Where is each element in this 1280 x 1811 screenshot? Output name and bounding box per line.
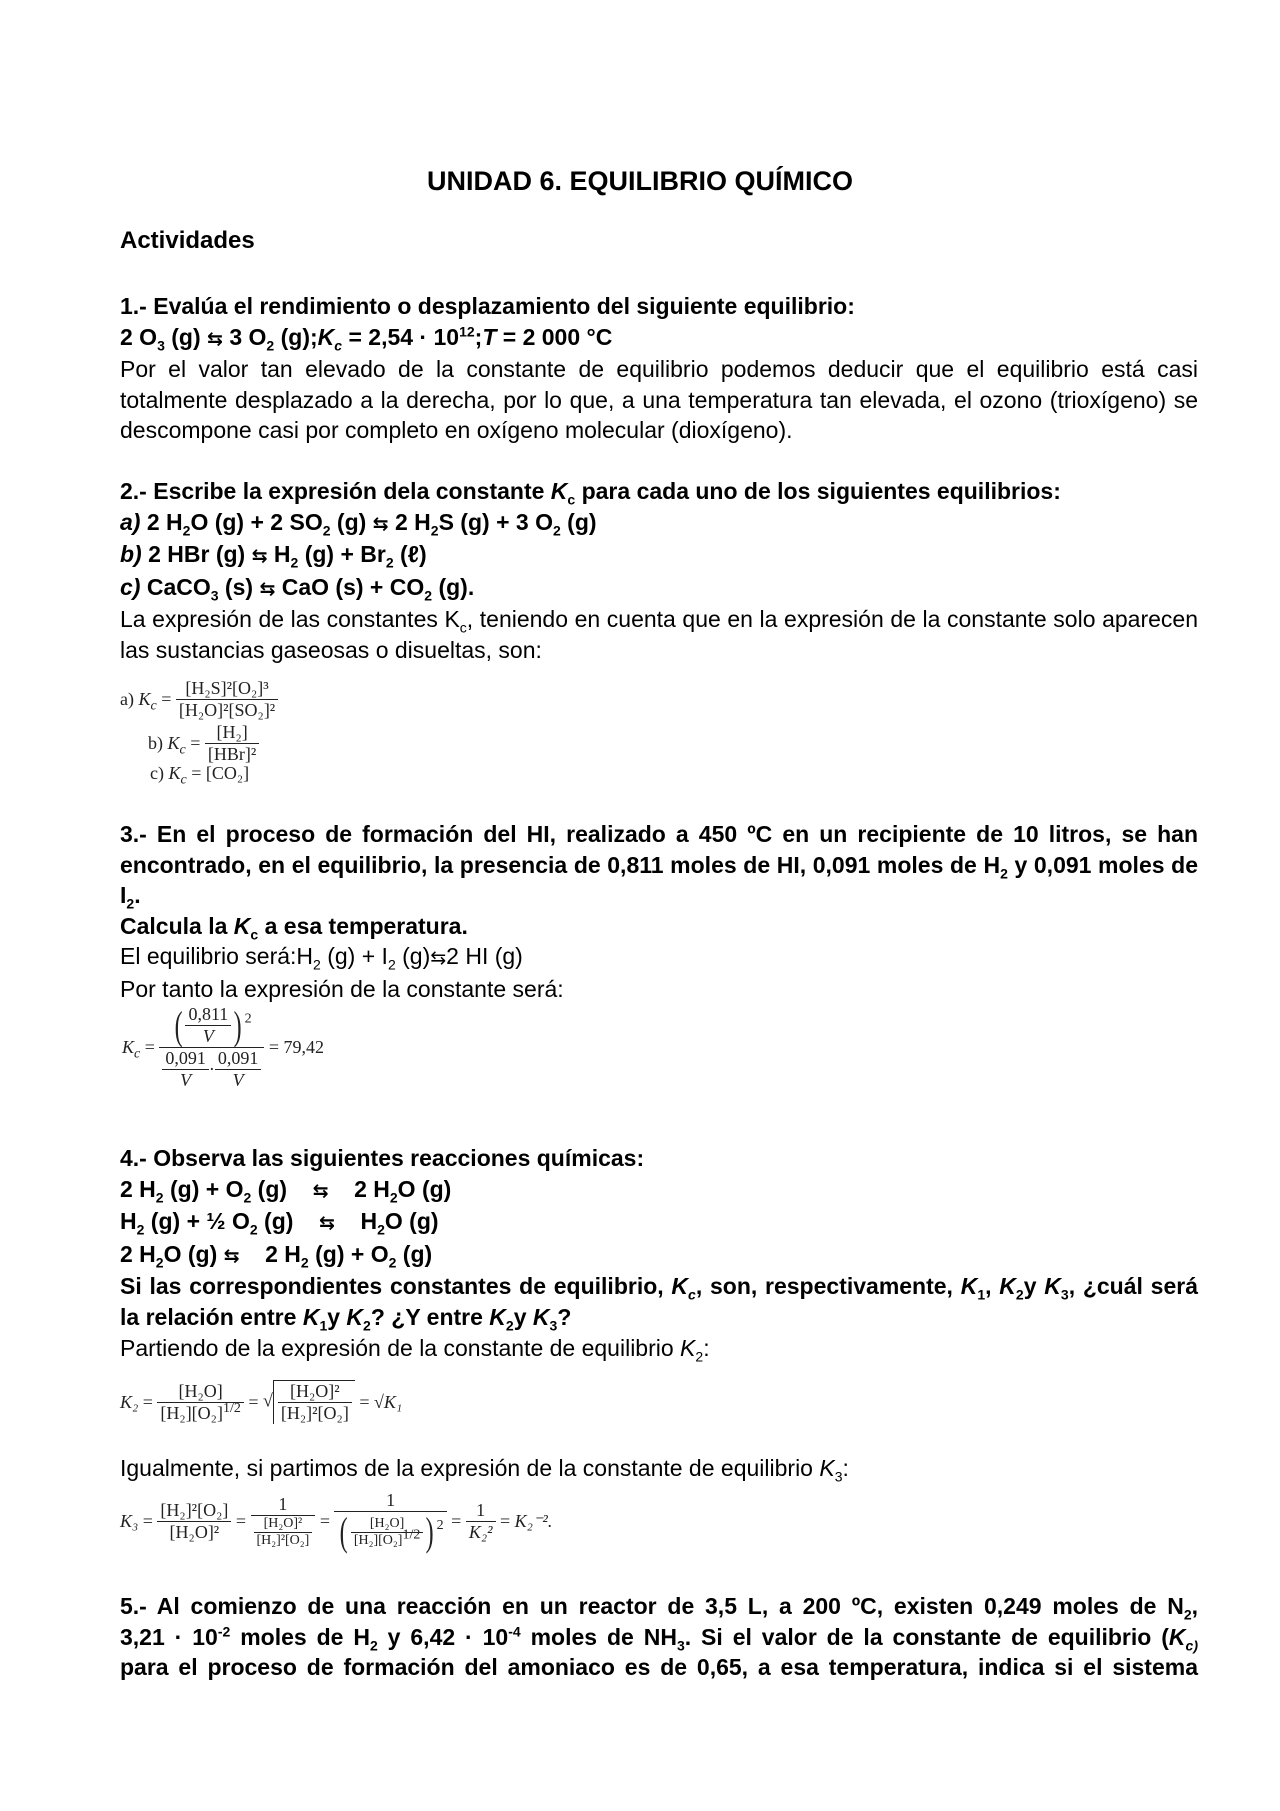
formula-k2: K₂ = $\frac{\text{[H₂O]}}{[H_2][O_2]^{1/2}}$ = √ $\frac{\text{[H₂O]²}}{\text{[H₂]²[O₂]}}$ = √K₁ [120, 1380, 403, 1423]
question-5 [120, 1591, 1198, 1683]
question-4-k2-intro: Partiendo de la expresión de la constante de equilibrio $K_2$: [120, 1334, 710, 1365]
question-2 [120, 476, 1198, 666]
reaction-2: $H_2$ (g) + ½ $O_2$ (g) ⇆ $H_2O$ (g) [120, 1208, 439, 1238]
question-3-expression-intro: Por tanto la expresión de la constante será: [120, 975, 564, 1002]
reaction-1: 2 $H_2$ $(g) + O_2$ (g) ⇆ 2 $H_2O$ (g) [120, 1175, 452, 1206]
question-5-line-1: 5.- Al comienzo de una reacción en un reactor de 3,5 L, a 200 ºC, existen 0,249 moles de $N_2$, [120, 1593, 1198, 1623]
question-4-k3-intro: Igualmente, si partimos de la expresión de la constante de equilibrio $K_3$: [120, 1455, 849, 1485]
question-2-item-a: a) 2 $H_2O$ (g) + 2 $SO_2$ (g) ⇆ 2 $H_2S$ (g) + 3 $O_2$ (g) [120, 508, 597, 539]
question-3-equilibrium: El equilibrio $será:H_2$ $(g) + I_2$ (g)⇆2 HI (g) [120, 943, 523, 973]
formula-kc-c: c) $K_c = [CO_2]$ [150, 763, 250, 788]
question-1 [120, 291, 1198, 446]
question-5-line-2: $3,21 \cdot 10^{-2}$ moles de $H_2$ y $6,42 \cdot 10^{-4}$ moles de $NH_3$. Si el valor de la constante de equilibrio ($K_{c)}$ [120, 1622, 1198, 1654]
formula-kc-a: a) $K_c$ = $\frac{\text{[H₂S]²[O₂]³}}{\text{[H₂O]²[SO₂]²}}$ [120, 678, 278, 721]
equilibrium-arrow-icon: ⇆ [223, 1244, 240, 1267]
equilibrium-arrow-icon: ⇆ [430, 947, 447, 970]
formula-k3: K₃ = $\frac{\text{[H₂]²[O₂]}}{\text{[H₂O]²}}$ = $\frac{1}{\frac{\text{[H₂O]²}}{\text{[H₂]²[O₂]}}}$ = 1 ( $\frac{\text{[H₂O]}}{[H_2][O_2]^{1/2}}$ ) $^2$ = $\frac{1}{\text{K₂²}}$ = K₂⁻². [120, 1490, 553, 1554]
question-3-heading: 3.- En el proceso de formación del HI, realizado a 450 ºC en un recipiente de 10 litros, se han encontrado, en el equilibrio, la presencia de 0,811 moles de HI, 0,091 moles de $H_2$ y 0,091 moles de $I_2$. [120, 821, 1198, 912]
question-2-answer: La expresión de las constantes $K_c$, teniendo en cuenta que en la expresión de la constante solo aparecen las sustancias gaseosas o disueltas, son: [120, 606, 1198, 663]
equilibrium-arrow-icon: ⇆ [207, 327, 223, 350]
equilibrium-arrow-icon: ⇆ [312, 1179, 329, 1202]
equilibrium-arrow-icon: ⇆ [372, 512, 389, 535]
question-2-item-c: c) CaCO$_3$ (s) ⇆ CaO $(s) + CO_2$ (g). [120, 573, 475, 604]
question-5-line-3: para el proceso de formación del amoniaco es de 0,65, a esa temperatura, indica si el sistema [120, 1654, 1198, 1681]
formula-kc-b: b) $K_c$ = [H₂] [HBr]² [148, 722, 259, 765]
equilibrium-arrow-icon: ⇆ [318, 1212, 335, 1235]
question-1-answer: Por el valor tan elevado de la constante de equilibrio podemos deducir que el equilibrio está casi totalmente desplazado a la derecha, por lo que, a una temperatura tan elevada, el ozono (trioxígeno) se descompone casi por completo en oxígeno molecular (dioxígeno). [120, 356, 1198, 444]
reaction-3: 2 $H_2O$ (g) ⇆ 2 $H_2$ $(g) + O_2$ (g) [120, 1240, 433, 1271]
question-4 [120, 1143, 1198, 1363]
question-1-equation: 2 $O_3$ (g) ⇆ 3 $O_2$ $(g);K_c = 2,54$ · $10^{12};T = 2$ 000 °C [120, 322, 613, 354]
question-4-heading: 4.- Observa las siguientes reacciones químicas: [120, 1145, 645, 1171]
formula-kc-hi: $K_c$ = ( $\frac{0,811}{V}$ ) $^2$ $\frac{0,091}{V}$ · $\frac{0,091}{V}$ = 79,42 [122, 1002, 325, 1090]
equilibrium-arrow-icon: ⇆ [259, 577, 276, 600]
page-title: UNIDAD 6. EQUILIBRIO QUÍMICO [426, 166, 853, 196]
section-heading: Actividades [120, 227, 255, 254]
question-1-heading: 1.- Evalúa el rendimiento o desplazamiento del siguiente equilibrio: [120, 293, 855, 319]
question-3-task: Calcula la $K_c$ a esa temperatura. [120, 912, 468, 943]
question-2-heading: 2.- Escribe la expresión dela constante $K_c$ para cada uno de los siguientes equilibrios: [120, 478, 1061, 508]
question-4-question: Si las correspondientes constantes de equilibrio, $K_c$, son, respectivamente, $K_1$, $K_2y$ $K_3$, ¿cuál será la relación entre $K_1y$ $K_2$? ¿Y entre $K_2y$ $K_3$? [120, 1273, 1198, 1334]
question-3 [120, 819, 1198, 1005]
equilibrium-arrow-icon: ⇆ [251, 545, 268, 568]
question-2-item-b: b) 2 HBr (g) ⇆ $H_2$ $(g) + Br_2$ (ℓ) [120, 541, 427, 571]
